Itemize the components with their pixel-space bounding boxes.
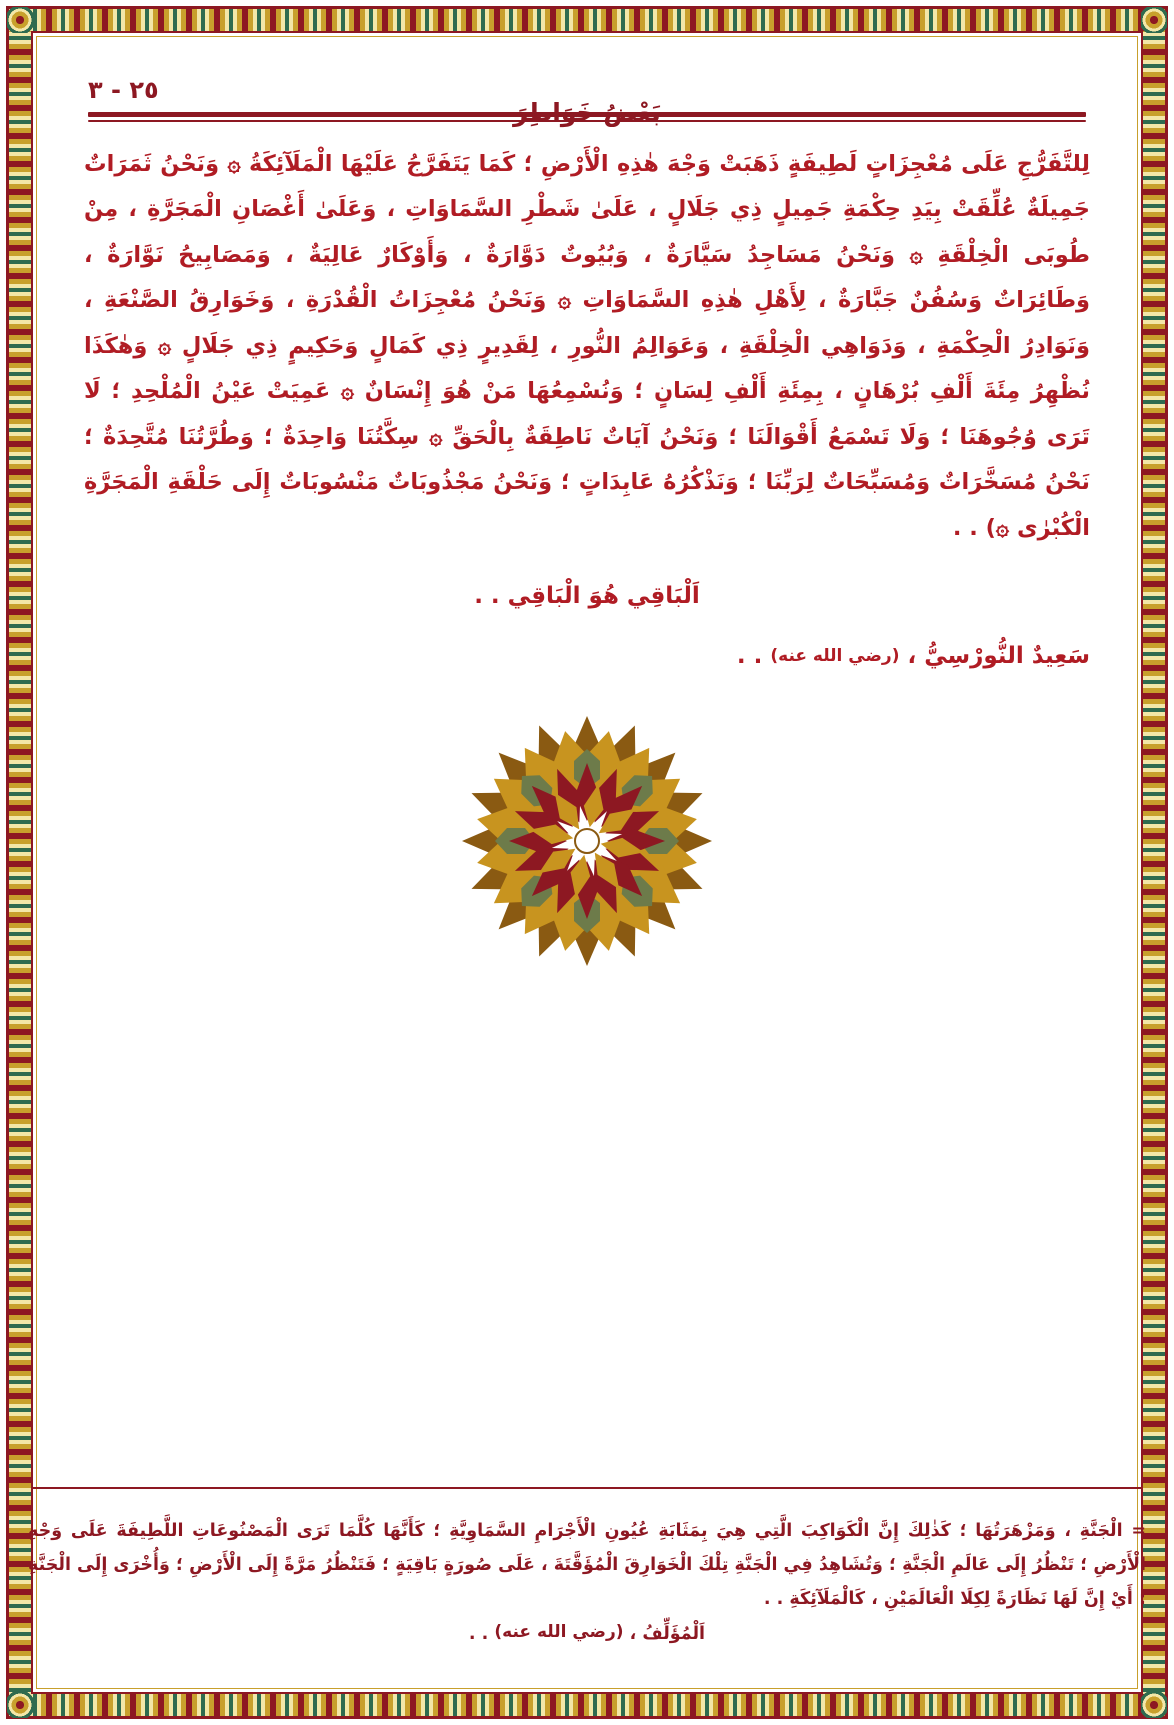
footnote-author: اَلْمُؤَلِّفُ ،	[629, 1623, 706, 1644]
author-signature	[84, 643, 1090, 669]
corner-rosette-bottom-left	[7, 1692, 33, 1718]
page-content	[52, 52, 1122, 1673]
footnote-divider	[32, 1487, 1142, 1489]
ornament-container	[74, 711, 1100, 971]
corner-rosette-top-left	[7, 7, 33, 33]
signature-tail: . .	[736, 642, 763, 669]
footnote-author-line	[28, 1616, 1146, 1651]
header-rule-thick	[88, 112, 1086, 117]
body-paragraph: لِلتَّفَرُّجِ عَلَى مُعْجِزَاتٍ لَطِيفَةٍ ذَهَبَتْ وَجْهَ هٰذِهِ الْأَرْضِ ؛ كَمَا يَتَفَرَّجُ عَلَيْهَا الْمَلَآئِكَةُ ۞ وَنَحْنُ ثَمَرَاتٌ جَمِيلَةٌ عُلِّقَتْ بِيَدِ حِكْمَةِ جَمِيلٍ ذِي جَلَالٍ ، عَلَىٰ شَطْرِ السَّمَاوَاتِ ، وَعَلَىٰ أَغْصَانِ الْمَجَرَّةِ ، مِنْ طُوبَى الْخِلْقَةِ ۞ وَنَحْنُ مَسَاجِدُ سَيَّارَةٌ ، وَبُيُوتٌ دَوَّارَةٌ ، وَأَوْكَارٌ عَالِيَةٌ ، وَمَصَابِيحُ نَوَّارَةٌ ، وَطَائِرَاتٌ وَسُفُنٌ جَبَّارَةٌ ، لِأَهْلِ هٰذِهِ السَّمَاوَاتِ ۞ وَنَحْنُ مُعْجِزَاتُ الْقُدْرَةِ ، وَخَوَارِقُ الصَّنْعَةِ ، وَنَوَادِرُ الْحِكْمَةِ ، وَدَوَاهِي الْخِلْقَةِ ، وَعَوَالِمُ النُّورِ ، لِقَدِيرٍ ذِي كَمَالٍ وَحَكِيمٍ ذِي جَلَالٍ ۞ وَهٰكَذَا نُظْهِرُ مِئَةَ أَلْفِ بُرْهَانٍ ، بِمِئَةِ أَلْفِ لِسَانٍ ؛ وَنُسْمِعُهَا مَنْ هُوَ إِنْسَانٌ ۞ عَمِيَتْ عَيْنُ الْمُلْحِدِ ؛ لَا تَرَى وُجُوهَنَا ؛ وَلَا تَسْمَعُ أَقْوَالَنَا ؛ وَنَحْنُ آيَاتٌ نَاطِقَةٌ بِالْحَقِّ ۞ سِكَّتُنَا وَاحِدَةٌ ؛ وَطُرَّتُنَا مُتَّحِدَةٌ ؛ نَحْنُ مُسَخَّرَاتٌ وَمُسَبِّحَاتٌ لِرَبِّنَا ؛ وَنَذْكُرُهُ عَابِدَاتٍ ؛ وَنَحْنُ مَجْذُوبَاتٌ مَنْسُوبَاتٌ إِلَى حَلْقَةِ الْمَجَرَّةِ الْكُبْرٰى ۞) . .	[84, 151, 1090, 541]
corner-rosette-top-right	[1141, 7, 1167, 33]
header-row	[74, 76, 1100, 104]
footnote-honorific-seal-icon: (رضي الله عنه)	[494, 1621, 624, 1642]
page-title: بَعْضُ خَوَاطِرَ	[513, 98, 661, 127]
sixteen-point-rosette-icon	[457, 711, 717, 971]
corner-rosette-bottom-right	[1141, 1692, 1167, 1718]
page-number: ٣ - ٢٥	[88, 76, 159, 104]
header-rule-thin	[88, 120, 1086, 122]
closing-line: اَلْبَاقِي هُوَ الْبَاقِي . .	[474, 582, 700, 609]
footnote-author-tail: . .	[468, 1623, 489, 1644]
footnote-text: = الْجَنَّةِ ، وَمَزْهَرَتُهَا ؛ كَذٰلِكَ إِنَّ الْكَوَاكِبَ الَّتِي هِيَ بِمَثَابَةِ عُيُونِ الْأَجْرَامِ السَّمَاوِيَّةِ ؛ كَأَنَّهَا كُلَّمَا تَرَى الْمَصْنُوعَاتِ اللَّطِيفَةَ عَلَى وَجْهِ الْأَرْضِ ؛ تَنْظُرُ إِلَى عَالَمِ الْجَنَّةِ ؛ وَتُشَاهِدُ فِي الْجَنَّةِ تِلْكَ الْخَوَارِقَ الْمُؤَقَّتَةَ ، عَلَى صُورَةٍ بَاقِيَةٍ ؛ فَتَنْظُرُ مَرَّةً إِلَى الْأَرْضِ ؛ وَأُخْرَى إِلَى الْجَنَّةِ : أَيْ إِنَّ لَهَا نَظَارَةً لِكِلَا الْعَالَمَيْنِ ، كَالْمَلَآئِكَةِ . .	[28, 1520, 1146, 1609]
honorific-seal-icon: (رضي الله عنه)	[770, 645, 900, 666]
footnote	[28, 1514, 1146, 1652]
page-header	[74, 76, 1100, 127]
signature-name: سَعِيدٌ النُّورْسِيُّ ،	[907, 642, 1090, 669]
